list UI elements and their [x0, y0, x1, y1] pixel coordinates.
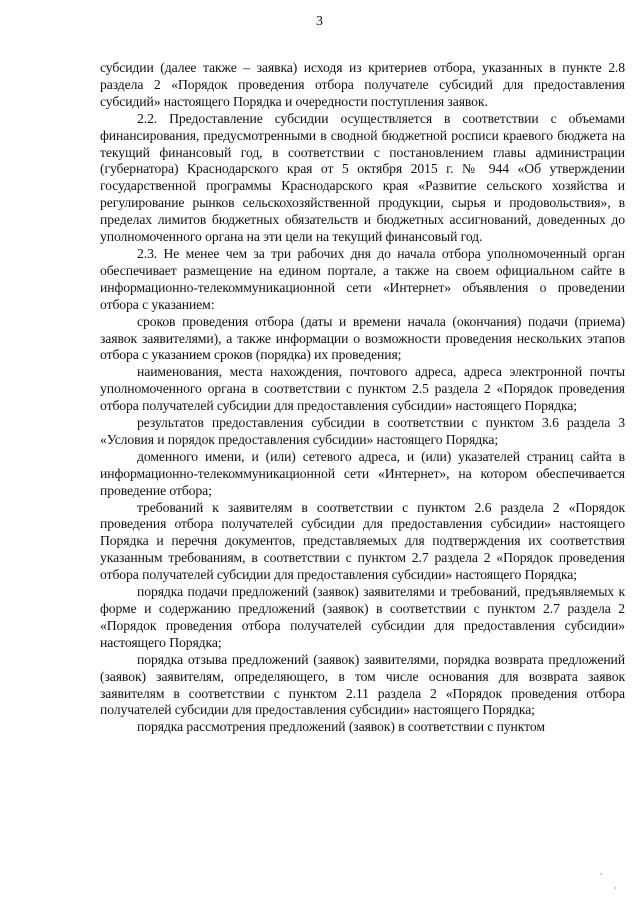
paragraph: порядка рассмотрения предложений (заявок) в соответствии с пунктом — [137, 719, 545, 735]
paragraph: сроков проведения отбора (даты и времени начала (окончания) подачи (приема) заявок заявителями), а также информации о возможности проведения нескольких этапов отбора с указанием сроков (порядка) их проведения; — [100, 313, 625, 363]
page-number: 3 — [316, 14, 323, 29]
paragraph: 2.3. Не менее чем за три рабочих дня до начала отбора уполномоченный орган обеспечивает размещение на едином портале, а также на своем официальном сайте в информационно-телекоммуникационной сети «Интернет» объявления о проведении отбора с указанием: — [100, 245, 625, 312]
paragraph: доменного имени, и (или) сетевого адреса, и (или) указателей страниц сайта в информационно-телекоммуникационной сети «Интернет», на котором обеспечивается проведение отбора; — [100, 448, 625, 498]
paragraph: требований к заявителям в соответствии с пунктом 2.6 раздела 2 «Порядок проведения отбора получателей субсидии для предоставления субсидии» настоящего Порядка и перечня документов, представляемых для подтверждения их соответствия указанным требованиям, в соответствии с пунктом 2.7 раздела 2 «Порядок проведения отбора получателей субсидии для предоставления субсидии» настоящего Порядка; — [100, 499, 625, 583]
paragraph: 2.2. Предоставление субсидии осуществляется в соответствии с объемами финансирования, предусмотренными в сводной бюджетной росписи краевого бюджета на текущий финансовый год, в соответствии с постановлением главы администрации (губернатора) Краснодарского края от 5 октября 2015 г. № 944 «Об утверждении государственной программы Краснодарского края «Развитие сельского хозяйства и регулирование рынков сельскохозяйственной продукции, сырья и продовольствия», в пределах лимитов бюджетных обязательств и бюджетных ассигнований, доведенных до уполномоченного органа на эти цели на текущий финансовый год. — [100, 110, 625, 245]
paragraph: наименования, места нахождения, почтового адреса, адреса электронной почты уполномоченного органа в соответствии с пунктом 2.5 раздела 2 «Порядок проведения отбора получателей субсидии для предоставления субсидии» настоящего Порядка; — [100, 364, 625, 414]
document-body — [100, 60, 625, 736]
paragraph: порядка отзыва предложений (заявок) заявителями, порядка возврата предложений (заявок) заявителям, определяющего, в том числе основания для возврата заявок заявителям в соответствии с пунктом 2.11 раздела 2 «Порядок проведения отбора получателей субсидии для предоставления субсидии» настоящего Порядка; — [100, 651, 625, 718]
paragraph: порядка подачи предложений (заявок) заявителями и требований, предъявляемых к форме и содержанию предложений (заявок) в соответствии с пунктом 2.7 раздела 2 «Порядок проведения отбора получателей субсидии для предоставления субсидии» настоящего Порядка; — [100, 584, 625, 650]
paragraph: субсидии (далее также – заявка) исходя из критериев отбора, указанных в пункте 2.8 раздела 2 «Порядок проведения отбора получателе субсидий для предоставления субсидий» настоящего Порядка и очередности поступления заявок. — [100, 60, 625, 109]
paragraph: результатов предоставления субсидии в соответствии с пунктом 3.6 раздела 3 «Условия и порядок предоставления субсидии» настоящего Порядка; — [100, 415, 625, 447]
scan-speck — [614, 887, 616, 889]
scan-speck — [600, 873, 602, 875]
